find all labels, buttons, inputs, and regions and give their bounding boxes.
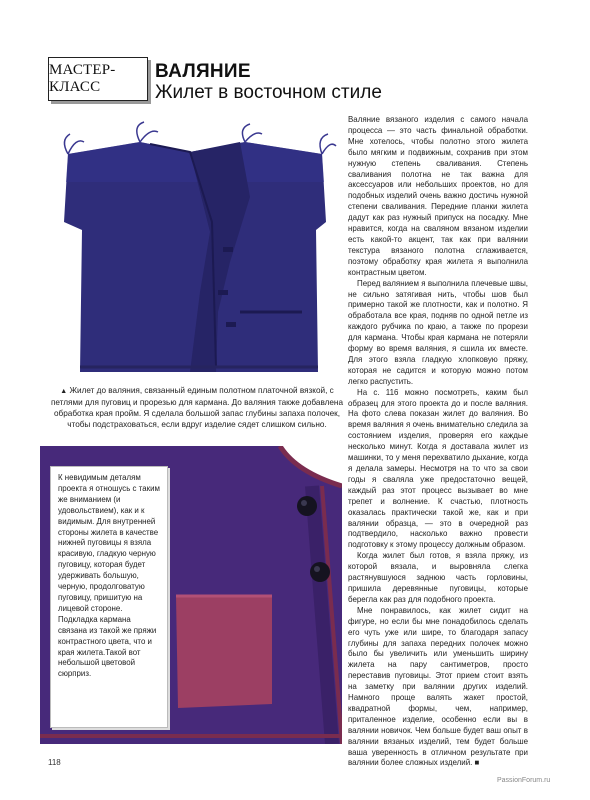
article-title: ВАЛЯНИЕ xyxy=(155,61,251,82)
side-note-text: К невидимым деталям проекта я отношусь с таким же вниманием (и удовольствием), как и к видимым. Для внутренней стороны жилета в качестве нижней пуговицы я взяла красивую, гладкую черную пуговицу, которая будет удерживать большую, черную, продолговатую пуговицу, пришитую на лицевой стороне. Подкладка кармана связана из такой же пряжи контрастного цвета, что и края жилета.Такой вот небольшой цветовой сюрприз. xyxy=(58,473,160,679)
article-subtitle: Жилет в восточном стиле xyxy=(155,82,382,103)
page-number: 118 xyxy=(48,758,61,767)
body-paragraph: Когда жилет был готов, я взяла пряжу, из которой вязала, и выровняла слегка растянувшуюся заднюю часть горловины, пришила деревянные пуговицы, которые берегла как раз для подобного проекта. xyxy=(348,551,528,604)
site-watermark: PassionForum.ru xyxy=(497,777,551,784)
body-paragraph: Валяние вязаного изделия с самого начала процесса — это часть финальной обработки. Мне хотелось, чтобы полотно этого жилета было мягким и подвижным, сохранив при этом нужную степень сваливания. Степень сваливания полотна не так важна для аксессуаров или небольших проектов, но для подобных изделий очень важно достичь нужной степени сваливания. Передние планки жилета дадут как раз нужный припуск на посадку. Мне нравится, когда на сваляном вязаном изделии есть какой-то акцент, так как при валянии текстура вязаного полотна сглаживается, поэтому обработку края жилета я выполнила контрастным цветом. xyxy=(348,115,528,277)
section-badge-label: МАСТЕР-КЛАСС xyxy=(49,62,116,95)
vest-illustration xyxy=(40,112,340,377)
section-badge xyxy=(48,57,148,101)
body-paragraph: Мне понравилось, как жилет сидит на фигуре, но если бы мне понадобилось сделать его чуть уже или шире, то благодаря запасу глубины для запаха передних полочек можно было бы увеличить или уменьшить ширину жилета на пару сантиметров, просто переставив пуговицы. Этот прием стоит взять на заметку при валянии других изделий. Намного проще валять жакет простой, квадратной формы, чем, например, приталенное изделие, особенно если вы в валянии новичок. Чем больше будет ваш опыт в валянии вязаных изделий, тем будет больше ваша уверенность в отличном результате при валянии более сложных изделий. ■ xyxy=(348,605,528,768)
side-note-box xyxy=(50,466,168,728)
caption-text: Жилет до валяния, связанный единым полотном платочной вязкой, с петлями для пуговиц и прорезью для кармана. До валяния также добавлена обработка края пройм. Я сделала большой запас глубины запаха полочек, чтобы подстраховаться, если вдруг изделие сядет слишком сильно. xyxy=(50,386,344,429)
caption-marker-icon: ▲ xyxy=(60,388,68,395)
article-header xyxy=(155,62,382,103)
body-paragraph: На с. 116 можно посмотреть, каким был образец для этого проекта до и после валяния. На фото слева показан жилет до валяния. Во время валяния я очень внимательно следила за состоянием изделия, проверяя его каждые несколько минут. Когда я доставала жилет из машинки, то у меня перехватило дыхание, когда я делала замеры. Несмотря на то что за свои годы я сваляла уже предостаточно вещей, каждый раз этот процесс вызывает во мне трепет и волнение. К счастью, плотность оказалась практически такой же, как и при валянии образца, — это в очередной раз подтвердило, насколько важно провести подготовку к этому процессу должным образом. xyxy=(348,387,528,550)
body-paragraph: Перед валянием я выполнила плечевые швы, не сильно затягивая нить, чтобы шов был примерно такой же плотности, как и полотно. Я обработала все края, подняв по одной петле из каждого рубчика по краю, а также по прорези для кармана. Чтобы края кармана не потеряли форму во время валяния, я сшила их вместе. Для этого взяла гладкую хлопковую пряжу, которая не садится и которую можно потом легко распустить. xyxy=(348,278,528,386)
vest-before-felting-photo xyxy=(40,112,340,377)
article-body xyxy=(348,115,528,769)
photo-caption xyxy=(48,385,346,430)
